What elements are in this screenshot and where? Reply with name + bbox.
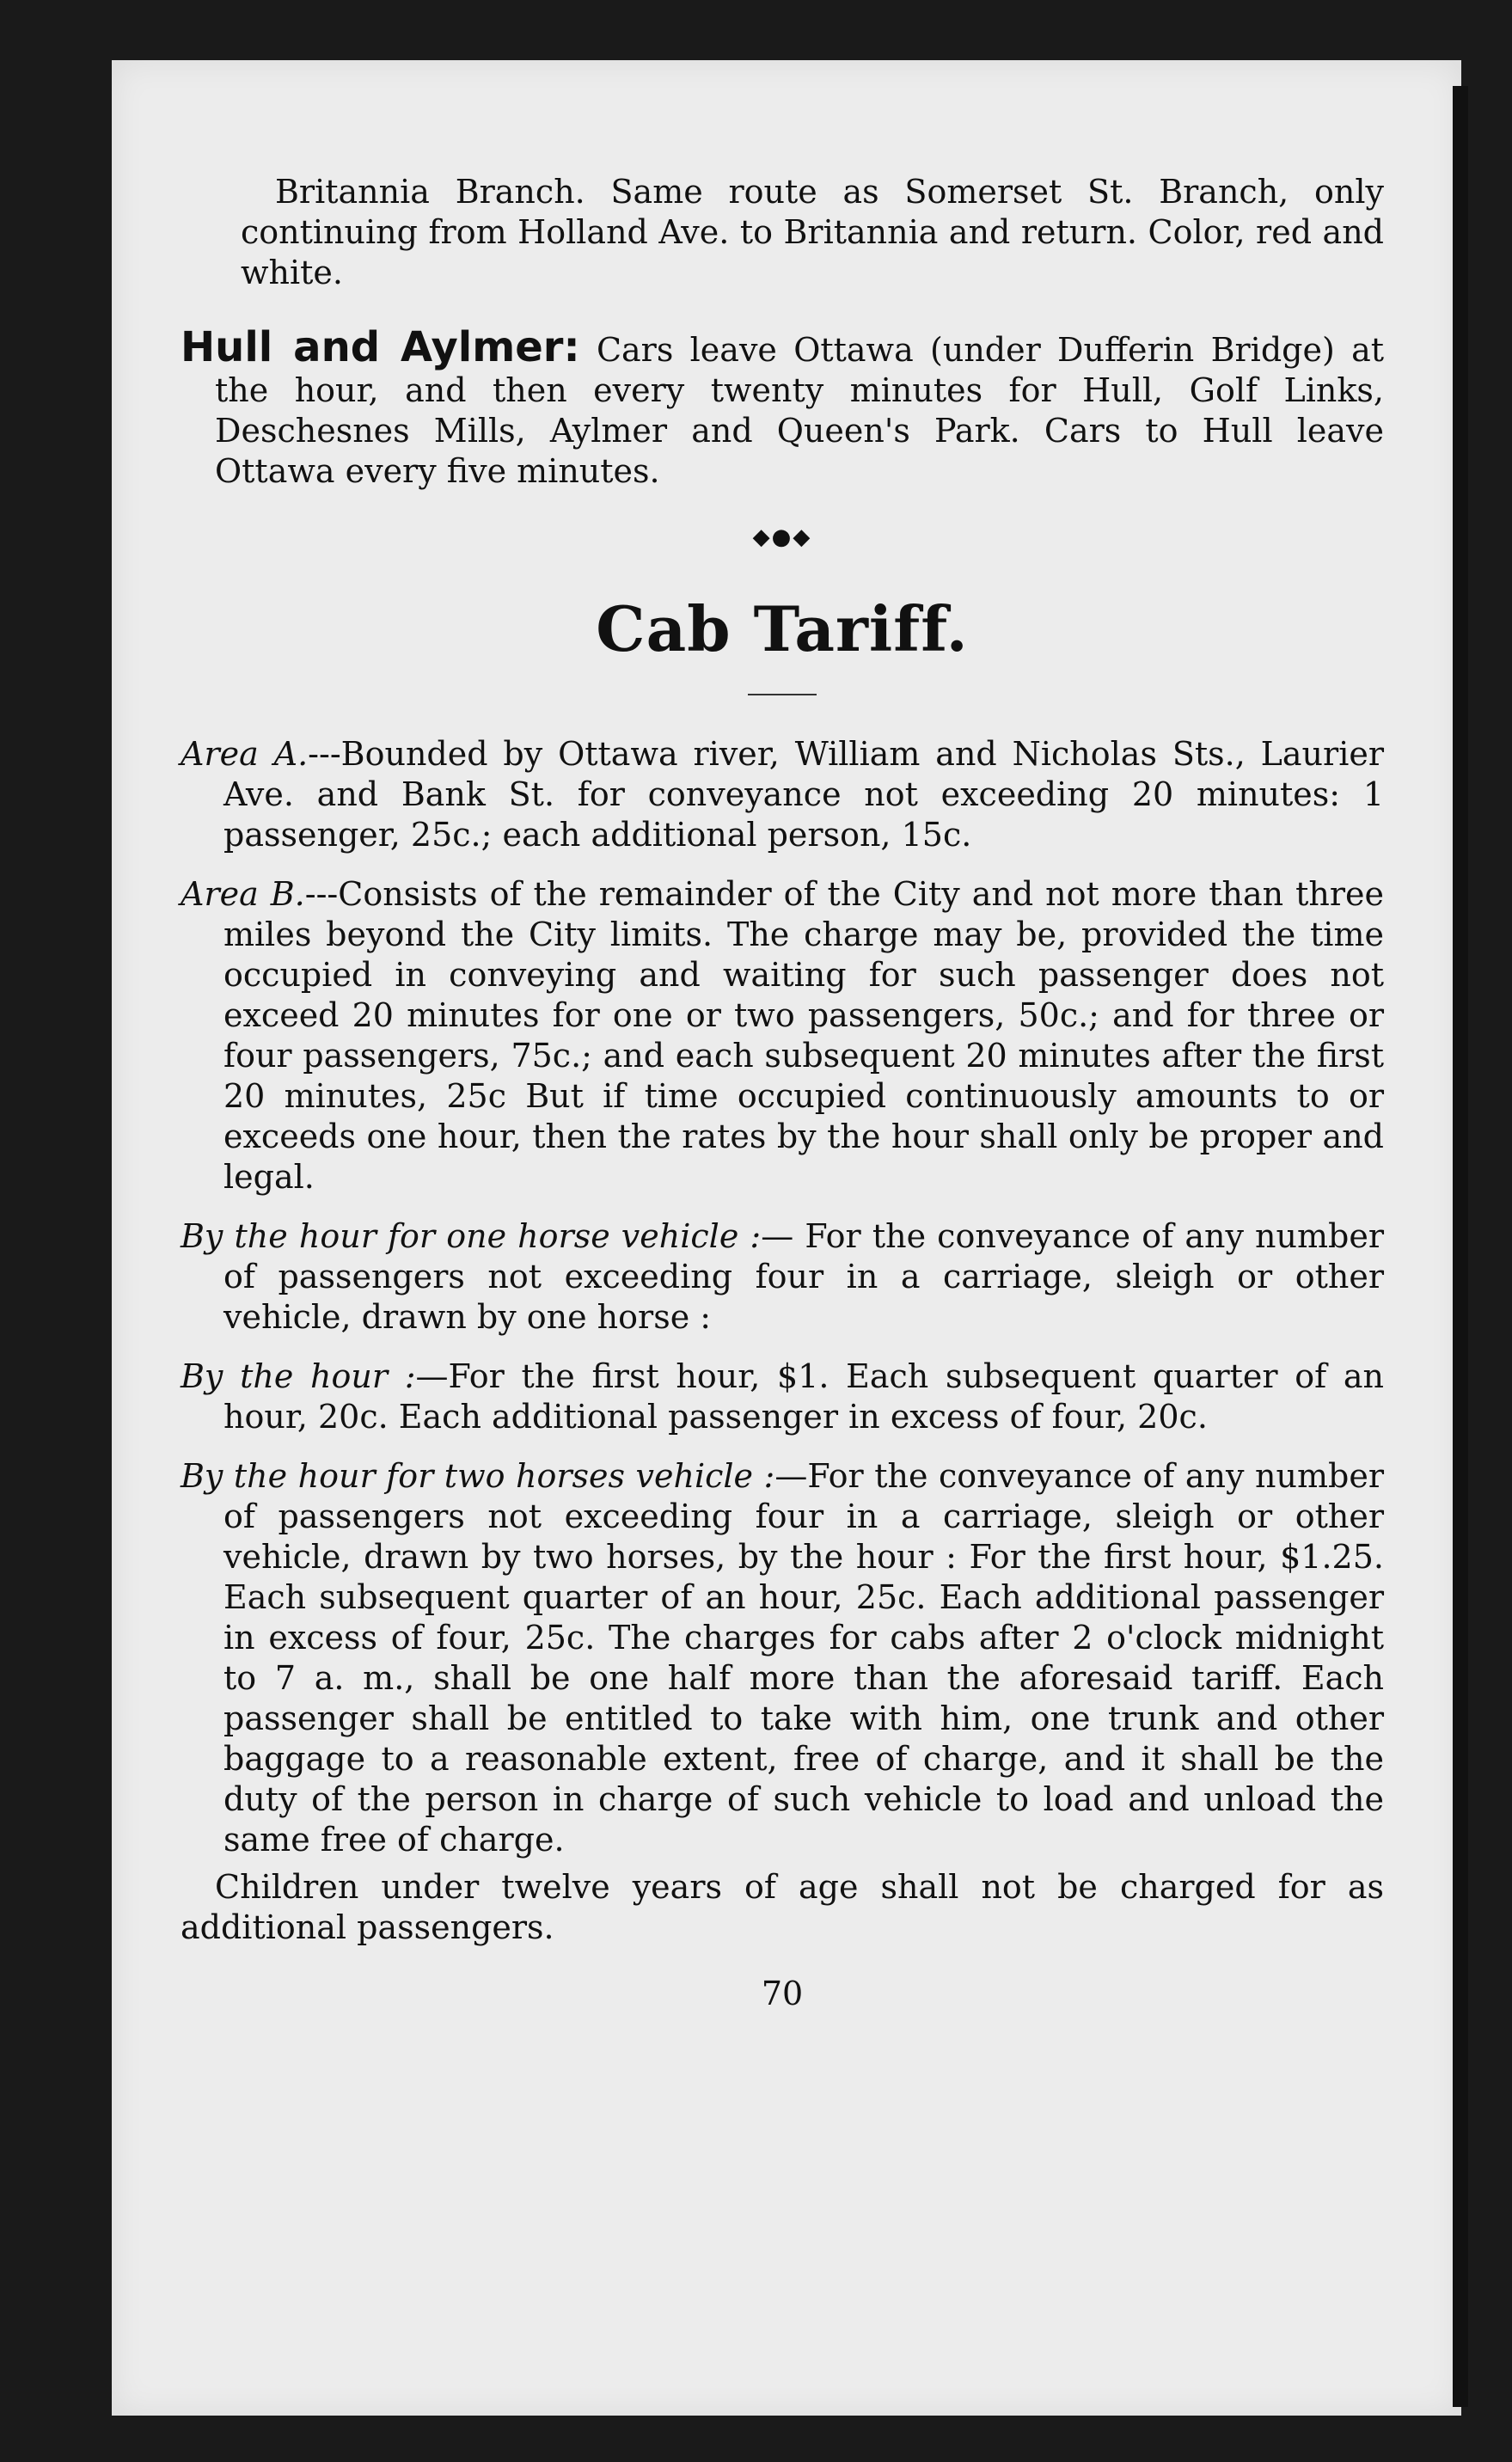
page-number: 70 bbox=[761, 1975, 804, 2012]
tariff-paragraph-by-hour bbox=[181, 1357, 1384, 1437]
paragraph-lead: By the hour : bbox=[181, 1357, 416, 1395]
title-rule bbox=[748, 694, 817, 695]
paragraph-text: — For the conveyance of any number of passengers not exceeding four in a carriage, sleigh or other vehicle, drawn by one horse : bbox=[223, 1217, 1385, 1336]
section-title: Cab Tariff. bbox=[596, 592, 969, 665]
book-spine bbox=[1453, 86, 1468, 2407]
ornament-divider: ◆●◆ bbox=[752, 524, 812, 550]
hull-aylmer-text: Cars leave Ottawa (under Dufferin Bridge) at the hour, and then every twenty minutes for Hull, Golf Links, Deschesnes Mills, Aylmer and Queen's Park. Cars to Hull leave Ottawa every five minutes. bbox=[215, 331, 1384, 490]
paragraph-lead: Area A. bbox=[181, 735, 309, 773]
tariff-paragraph-one-horse bbox=[181, 1216, 1384, 1338]
paragraph-lead: By the hour for one horse vehicle : bbox=[181, 1217, 762, 1255]
hull-aylmer-heading: Hull and Aylmer: bbox=[181, 323, 580, 371]
tariff-paragraph-area-a bbox=[181, 734, 1384, 855]
tariff-paragraph-area-b bbox=[181, 874, 1384, 1197]
page-content bbox=[181, 172, 1384, 2014]
hull-aylmer-paragraph bbox=[181, 323, 1384, 492]
children-note: Children under twelve years of age shall not be charged for as additional passengers. bbox=[181, 1868, 1384, 1946]
paragraph-text: —For the conveyance of any number of passengers not exceeding four in a carriage, sleigh or other vehicle, drawn by two horses, by the hour : For the first hour, $1.25. Each subsequent quarter of an hour, 25c. Each additional passenger in excess of four, 25c. The charges for cabs after 2 o'clock midnight to 7 a. m., shall be one half more than the aforesaid tariff. Each passenger shall be entitled to take with him, one trunk and other baggage to a reasonable extent, free of charge, and it shall be the duty of the person in charge of such vehicle to load and unload the same free of charge. bbox=[223, 1457, 1384, 1859]
paragraph-lead: Area B. bbox=[181, 875, 305, 913]
tariff-paragraph-two-horses bbox=[181, 1456, 1384, 1860]
paragraph-text: ---Bounded by Ottawa river, William and Nicholas Sts., Laurier Ave. and Bank St. for conveyance not exceeding 20 minutes: 1 passenger, 25c.; each additional person, 15c. bbox=[223, 735, 1385, 854]
britannia-branch-paragraph: Britannia Branch. Same route as Somerset St. Branch, only continuing from Holland Ave. to Britannia and return. Color, red and white. bbox=[241, 173, 1384, 291]
paragraph-lead: By the hour for two horses vehicle : bbox=[181, 1457, 775, 1495]
paragraph-text: —For the first hour, $1. Each subsequent quarter of an hour, 20c. Each additional passenger in excess of four, 20c. bbox=[223, 1357, 1384, 1436]
paragraph-text: ---Consists of the remainder of the City and not more than three miles beyond the City limits. The charge may be, provided the time occupied in conveying and waiting for such passenger does not exceed 20 minutes for one or two passengers, 50c.; and for three or four passengers, 75c.; and each subsequent 20 minutes after the first 20 minutes, 25c But if time occupied continuously amounts to or exceeds one hour, then the rates by the hour shall only be proper and legal. bbox=[223, 875, 1384, 1196]
